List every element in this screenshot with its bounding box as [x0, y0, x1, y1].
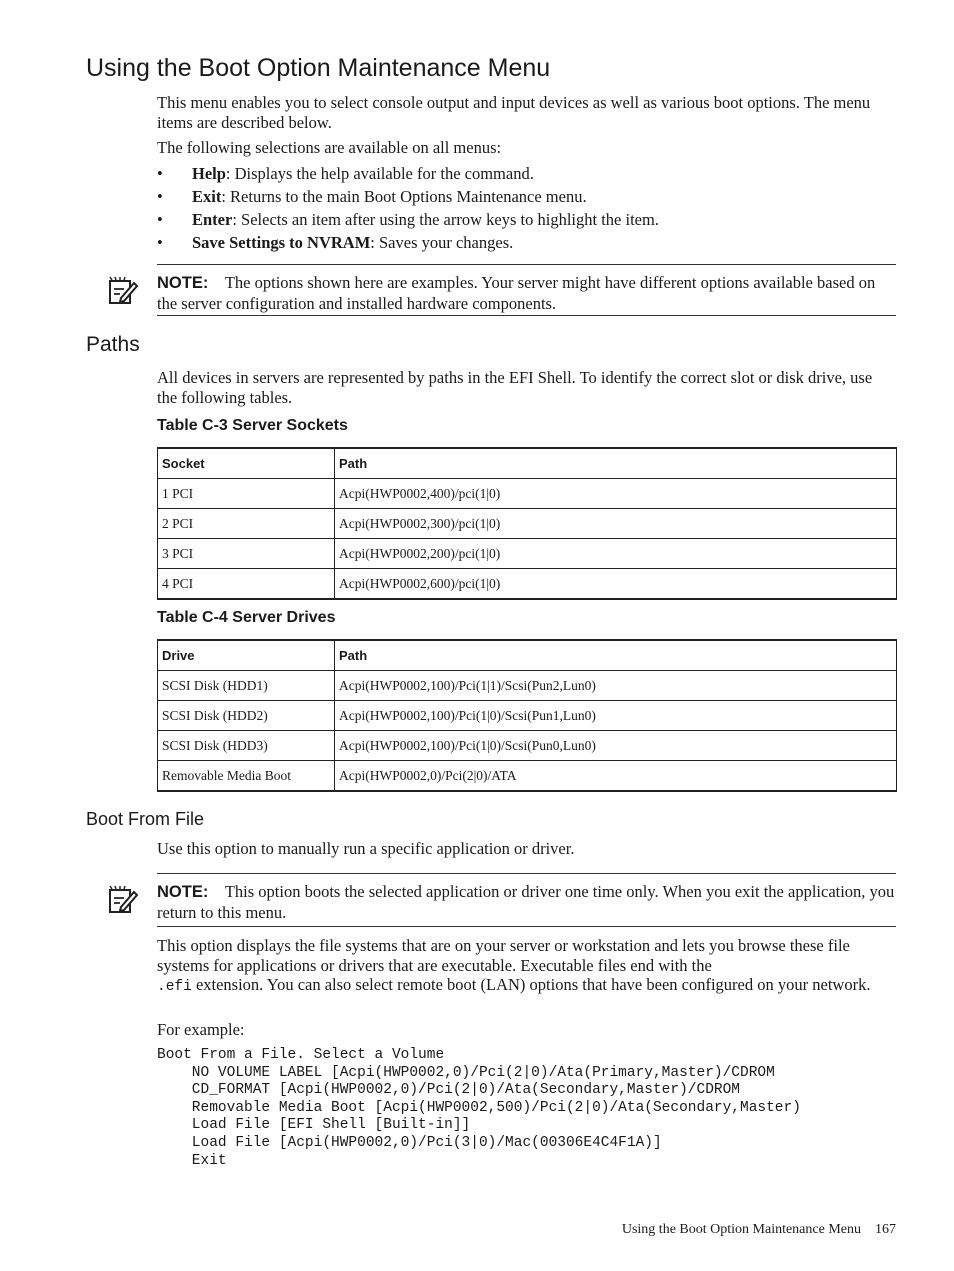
paths-paragraph: All devices in servers are represented by paths in the EFI Shell. To identify the correct slot or disk drive, use the following tables.: [157, 368, 873, 407]
bullet-marker: •: [157, 233, 163, 252]
table-row: [158, 761, 897, 792]
description-paragraph: [157, 936, 899, 997]
note-text: The options shown here are examples. Your server might have different options available based on the server configuration and installed hardware components.: [157, 273, 876, 313]
code-line: Boot From a File. Select a Volume: [157, 1047, 445, 1063]
table-cell: 4 PCI: [158, 569, 335, 600]
table-cell: 3 PCI: [158, 539, 335, 569]
section-heading-boot-from-file: Boot From File: [86, 809, 205, 829]
bullet-text: : Returns to the main Boot Options Maintenance menu.: [221, 187, 587, 206]
table-header-row: [158, 640, 897, 671]
footer-title: Using the Boot Option Maintenance Menu: [621, 1222, 861, 1237]
column-header: Path: [335, 448, 897, 479]
note-pencil-icon: [107, 275, 139, 307]
table-cell: Acpi(HWP0002,100)/Pci(1|1)/Scsi(Pun2,Lun0): [335, 671, 897, 701]
note-pencil-icon: [107, 884, 139, 916]
selection-list: [157, 164, 902, 256]
inline-code: .efi: [157, 979, 192, 995]
page-number: 167: [875, 1222, 896, 1237]
table-cell: Acpi(HWP0002,0)/Pci(2|0)/ATA: [335, 761, 897, 792]
table-caption: Table C-4 Server Drives: [157, 609, 336, 626]
bullet-term: Save Settings to NVRAM: [192, 233, 371, 252]
note-label: NOTE:: [157, 274, 209, 292]
table-cell: SCSI Disk (HDD1): [158, 671, 335, 701]
code-line: NO VOLUME LABEL [Acpi(HWP0002,0)/Pci(2|0)/Ata(Primary,Master)/CDROM: [157, 1064, 775, 1081]
bullet-text: : Selects an item after using the arrow keys to highlight the item.: [232, 210, 659, 229]
table-cell: Acpi(HWP0002,100)/Pci(1|0)/Scsi(Pun1,Lun0): [335, 701, 897, 731]
table-cell: SCSI Disk (HDD3): [158, 731, 335, 761]
table-row: [158, 479, 897, 509]
code-line: Exit: [157, 1152, 227, 1169]
selections-intro: The following selections are available on all menus:: [157, 138, 502, 157]
code-line: Load File [Acpi(HWP0002,0)/Pci(3|0)/Mac(00306E4C4F1A)]: [157, 1134, 662, 1151]
table-cell: Acpi(HWP0002,600)/pci(1|0): [335, 569, 897, 600]
table-cell: Acpi(HWP0002,200)/pci(1|0): [335, 539, 897, 569]
list-item: [157, 187, 902, 210]
table-caption: Table C-3 Server Sockets: [157, 417, 348, 434]
table-row: [158, 509, 897, 539]
table-row: [158, 569, 897, 600]
code-line: Load File [EFI Shell [Built-in]]: [157, 1117, 471, 1134]
bullet-term: Help: [192, 164, 226, 183]
table-cell: Removable Media Boot: [158, 761, 335, 792]
bullet-marker: •: [157, 164, 163, 183]
table-cell: Acpi(HWP0002,100)/Pci(1|0)/Scsi(Pun0,Lun0): [335, 731, 897, 761]
page-title: Using the Boot Option Maintenance Menu: [86, 54, 551, 82]
description-text: extension. You can also select remote boot (LAN) options that have been configured on your network.: [191, 975, 871, 994]
table-row: [158, 671, 897, 701]
table-cell: Acpi(HWP0002,300)/pci(1|0): [335, 509, 897, 539]
section-heading-paths: Paths: [86, 333, 140, 356]
column-header: Drive: [158, 640, 335, 671]
bullet-text: : Displays the help available for the command.: [225, 164, 534, 183]
code-block: [157, 1047, 801, 1170]
note-box: [157, 873, 896, 927]
server-sockets-table: [157, 447, 897, 600]
table-cell: Acpi(HWP0002,400)/pci(1|0): [335, 479, 897, 509]
table-row: [158, 539, 897, 569]
note-label: NOTE:: [157, 883, 209, 901]
table-cell: 1 PCI: [158, 479, 335, 509]
for-example-label: For example:: [157, 1020, 245, 1039]
note-box: [157, 264, 896, 316]
bullet-term: Exit: [192, 187, 222, 206]
column-header: Path: [335, 640, 897, 671]
table-header-row: [158, 448, 897, 479]
bullet-term: Enter: [192, 210, 233, 229]
code-line: Removable Media Boot [Acpi(HWP0002,500)/Pci(2|0)/Ata(Secondary,Master): [157, 1099, 801, 1116]
description-text: This option displays the file systems that are on your server or workstation and lets you browse these file systems for applications or drivers that are executable. Executable files end with the: [157, 936, 850, 975]
list-item: [157, 210, 902, 233]
intro-paragraph: This menu enables you to select console output and input devices as well as various boot options. The menu items are described below.: [157, 93, 871, 132]
table-cell: SCSI Disk (HDD2): [158, 701, 335, 731]
page-footer: [622, 1222, 896, 1238]
server-drives-table: [157, 639, 897, 792]
table-cell: 2 PCI: [158, 509, 335, 539]
column-header: Socket: [158, 448, 335, 479]
list-item: [157, 164, 902, 187]
bullet-marker: •: [157, 210, 163, 229]
table-row: [158, 731, 897, 761]
boot-from-file-paragraph: Use this option to manually run a specific application or driver.: [157, 839, 575, 858]
list-item: [157, 233, 902, 256]
bullet-text: : Saves your changes.: [370, 233, 514, 252]
code-line: CD_FORMAT [Acpi(HWP0002,0)/Pci(2|0)/Ata(Secondary,Master)/CDROM: [157, 1082, 740, 1099]
bullet-marker: •: [157, 187, 163, 206]
table-row: [158, 701, 897, 731]
note-text: This option boots the selected application or driver one time only. When you exit the application, you return to this menu.: [157, 882, 895, 922]
